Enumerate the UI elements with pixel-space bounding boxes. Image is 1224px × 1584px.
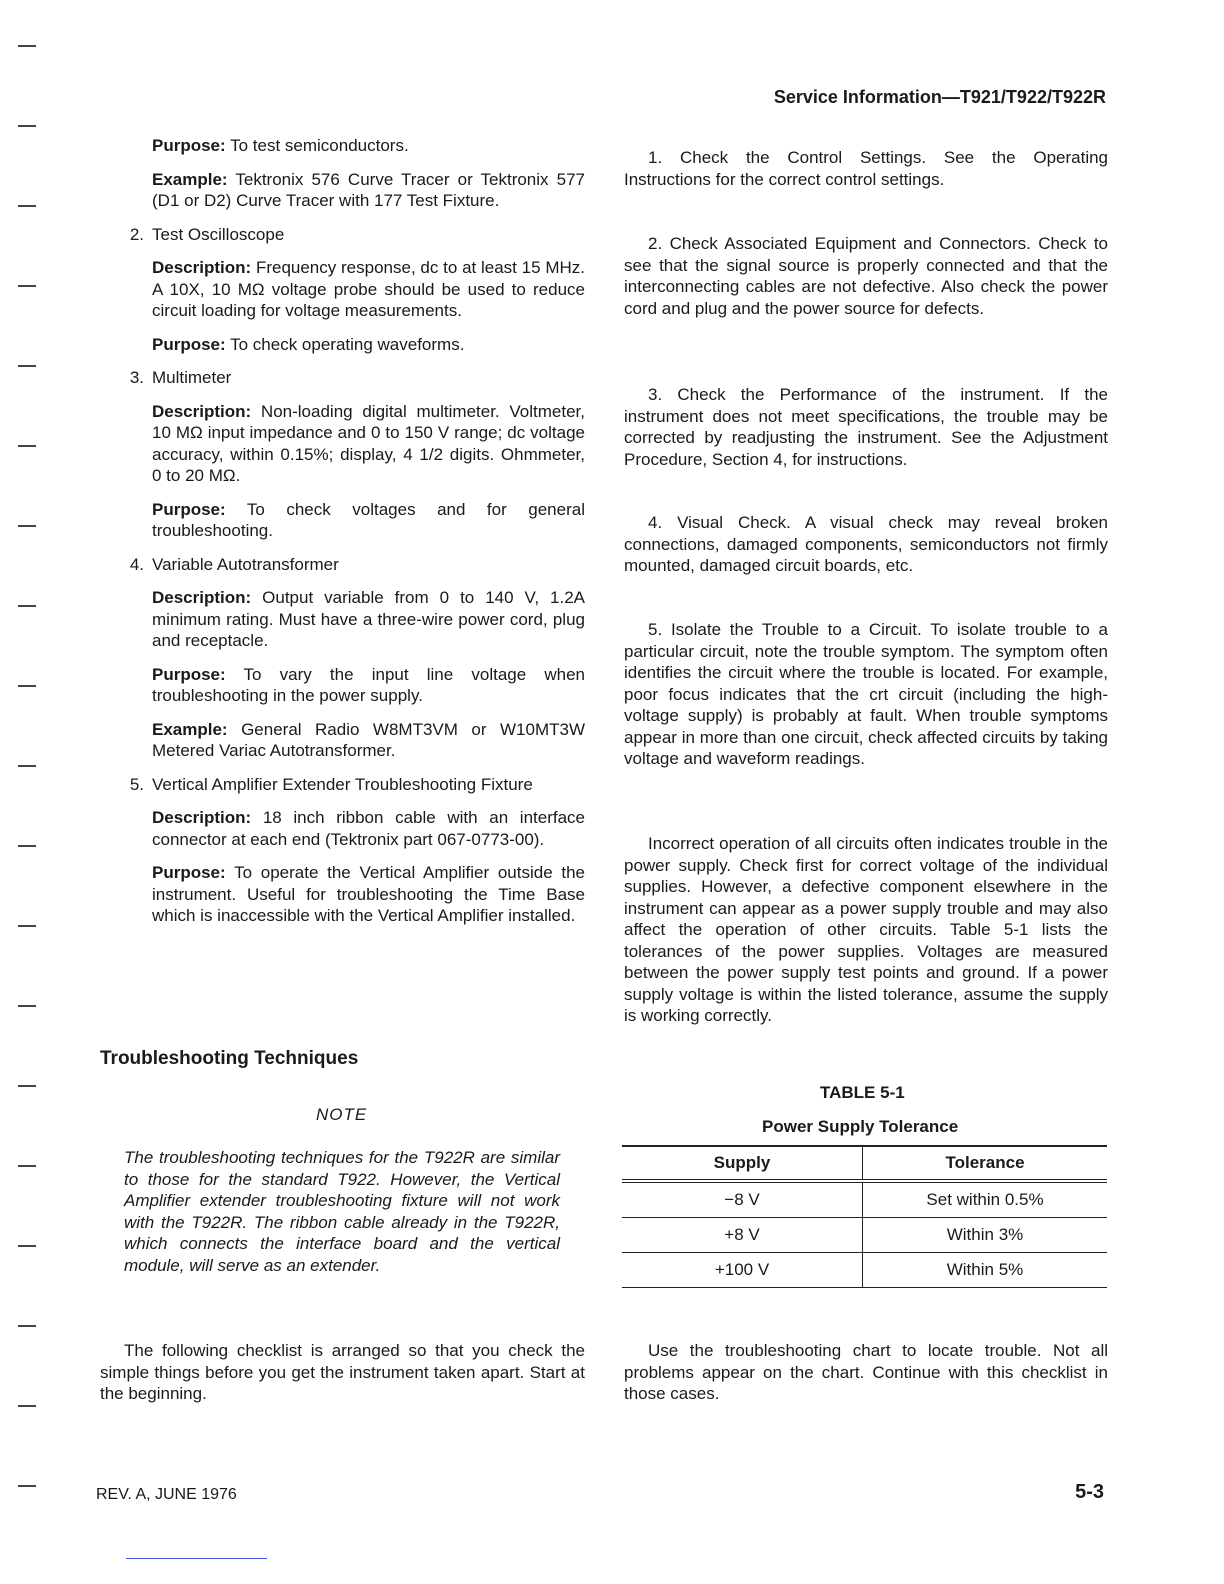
description-label: Description:: [152, 258, 252, 277]
example-text: General Radio W8MT3VM or W10MT3W Metered Variac Autotransformer.: [152, 719, 585, 760]
description-label: Description:: [152, 401, 252, 421]
list-item-2: [100, 224, 585, 246]
purpose-label: Purpose:: [152, 334, 226, 354]
description-text: Non-loading digital multimeter. Voltmeter, 10 MΩ input impedance and 0 to 150 V range; dc voltage accuracy, within 0.15%; display, 4 1/2 digits. Ohmmeter, 0 to 20 MΩ.: [152, 401, 585, 485]
step-3: 3. Check the Performance of the instrument. If the instrument does not meet specifications, the trouble may be corrected by readjusting the instrument. See the Adjustment Procedure, Section 4, for instructions.: [624, 385, 1108, 469]
purpose-label: Purpose:: [152, 664, 226, 684]
item-title: Vertical Amplifier Extender Troubleshooting Fixture: [152, 774, 533, 794]
item-number: 5.: [129, 774, 144, 794]
description-text: 18 inch ribbon cable with an interface connector at each end (Tektronix part 067-0773-00).: [152, 808, 585, 849]
description-label: Description:: [152, 588, 252, 607]
step-1: 1. Check the Control Settings. See the Operating Instructions for the correct control settings.: [624, 148, 1108, 189]
scan-artifact-line: [126, 1558, 267, 1559]
step-2: 2. Check Associated Equipment and Connectors. Check to see that the signal source is properly connected and that the interconnecting cables are not defective. Also check the power cord and plug and the power source for defects.: [624, 234, 1108, 318]
cell-supply: −8 V: [622, 1181, 863, 1218]
margin-mark: [18, 605, 36, 607]
item5-description: [152, 807, 585, 850]
margin-mark: [18, 1085, 36, 1087]
purpose-text: To test semiconductors.: [225, 136, 409, 155]
item2-purpose: [152, 334, 585, 356]
item2-description: [152, 257, 585, 322]
description-text: Frequency response, dc to at least 15 MHz. A 10X, 10 MΩ voltage probe should be used to reduce circuit loading for voltage measurements.: [152, 258, 585, 320]
margin-mark: [18, 45, 36, 47]
note-body: The troubleshooting techniques for the T922R are similar to those for the standard T922. However, the Vertical Amplifier extender troubleshooting fixture will not work with the T922R. The ribbon cable already in the T922R, which connects the interface board and the vertical module, will serve as an extender.: [124, 1148, 560, 1275]
margin-mark: [18, 205, 36, 207]
item-number: 3.: [129, 368, 144, 387]
margin-mark: [18, 1485, 36, 1487]
item4-description: [152, 587, 585, 652]
item-number: 2.: [129, 224, 144, 244]
table-title: TABLE 5-1: [820, 1083, 905, 1102]
margin-mark: [18, 1405, 36, 1407]
left-column: [100, 135, 585, 939]
note-title: NOTE: [316, 1105, 368, 1124]
item5-purpose: [152, 862, 585, 927]
cell-supply: +8 V: [622, 1218, 863, 1253]
list-item-3: [100, 367, 585, 389]
item3-purpose: [152, 499, 585, 542]
margin-mark: [18, 925, 36, 927]
list-item-4: [100, 554, 585, 576]
closing-paragraph: Use the troubleshooting chart to locate trouble. Not all problems appear on the chart. Continue with this checklist in those cases.: [624, 1341, 1108, 1403]
item4-example: [152, 719, 585, 762]
description-text: Output variable from 0 to 140 V, 1.2A minimum rating. Must have a three-wire power cord, plug and receptacle.: [152, 588, 585, 650]
margin-mark: [18, 285, 36, 287]
margin-mark: [18, 525, 36, 527]
list-item-5: [100, 774, 585, 796]
margin-mark: [18, 445, 36, 447]
table-row: [622, 1253, 1107, 1288]
purpose-label: Purpose:: [152, 136, 226, 155]
step-4: 4. Visual Check. A visual check may reveal broken connections, damaged components, semiconductors not firmly mounted, damaged circuit boards, etc.: [624, 513, 1108, 575]
margin-mark: [18, 365, 36, 367]
cell-tolerance: Within 5%: [863, 1253, 1108, 1288]
margin-mark: [18, 125, 36, 127]
purpose-label: Purpose:: [152, 499, 226, 519]
margin-mark: [18, 845, 36, 847]
item-number: 4.: [129, 554, 144, 574]
purpose-label: Purpose:: [152, 863, 226, 882]
item-title: Multimeter: [152, 368, 232, 387]
example-label: Example:: [152, 169, 228, 189]
item3-description: [152, 401, 585, 487]
example-label: Example:: [152, 719, 228, 739]
item4-purpose: [152, 664, 585, 707]
table-header-row: [622, 1146, 1107, 1181]
example-text: Tektronix 576 Curve Tracer or Tektronix 577 (D1 or D2) Curve Tracer with 177 Test Fixture.: [152, 169, 585, 210]
margin-mark: [18, 1245, 36, 1247]
cell-tolerance: Set within 0.5%: [863, 1181, 1108, 1218]
item-title: Test Oscilloscope: [152, 224, 285, 244]
margin-mark: [18, 765, 36, 767]
step-5: 5. Isolate the Trouble to a Circuit. To isolate trouble to a particular circuit, note the trouble symptom. The symptom often identifies the circuit where the trouble is located. For example, poor focus indicates that the crt circuit (including the high-voltage supply) is probably at fault. When trouble symptoms appear in more than one circuit, check affected circuits by taking voltage and waveform readings.: [624, 620, 1108, 768]
item-title: Variable Autotransformer: [152, 554, 339, 574]
power-supply-tolerance-table: [622, 1145, 1107, 1288]
item1-purpose: [152, 135, 585, 157]
table-subtitle: Power Supply Tolerance: [762, 1117, 959, 1136]
checklist-intro: The following checklist is arranged so that you check the simple things before you get the instrument taken apart. Start at the beginning.: [100, 1341, 585, 1403]
page-number: 5-3: [1075, 1481, 1104, 1503]
purpose-text: To check voltages and for general troubleshooting.: [152, 499, 585, 540]
header-tolerance: Tolerance: [863, 1146, 1108, 1181]
table-row: [622, 1181, 1107, 1218]
power-supply-paragraph: Incorrect operation of all circuits often indicates trouble in the power supply. Check first for correct voltage of the individual supplies. However, a defective component elsewhere in the instrument can appear as a power supply trouble and may also affect the operation of other circuits. Table 5-1 lists the tolerances of the power supplies. Voltages are measured between the power supply test points and ground. If a power supply voltage is within the listed tolerance, assume the supply is working correctly.: [624, 834, 1108, 1025]
cell-tolerance: Within 3%: [863, 1218, 1108, 1253]
purpose-text: To vary the input line voltage when troubleshooting in the power supply.: [152, 664, 585, 705]
description-label: Description:: [152, 808, 252, 827]
purpose-text: To operate the Vertical Amplifier outside the instrument. Useful for troubleshooting the Time Base which is inaccessible with the Vertical Amplifier installed.: [152, 863, 585, 925]
margin-mark: [18, 1325, 36, 1327]
margin-mark: [18, 1005, 36, 1007]
margin-mark: [18, 1165, 36, 1167]
cell-supply: +100 V: [622, 1253, 863, 1288]
footer-revision: REV. A, JUNE 1976: [96, 1486, 237, 1503]
header-supply: Supply: [622, 1146, 863, 1181]
purpose-text: To check operating waveforms.: [225, 334, 465, 354]
item1-example: [152, 169, 585, 212]
margin-mark: [18, 685, 36, 687]
page-header-title: Service Information—T921/T922/T922R: [773, 87, 1106, 107]
table-row: [622, 1218, 1107, 1253]
section-title: Troubleshooting Techniques: [100, 1048, 359, 1069]
